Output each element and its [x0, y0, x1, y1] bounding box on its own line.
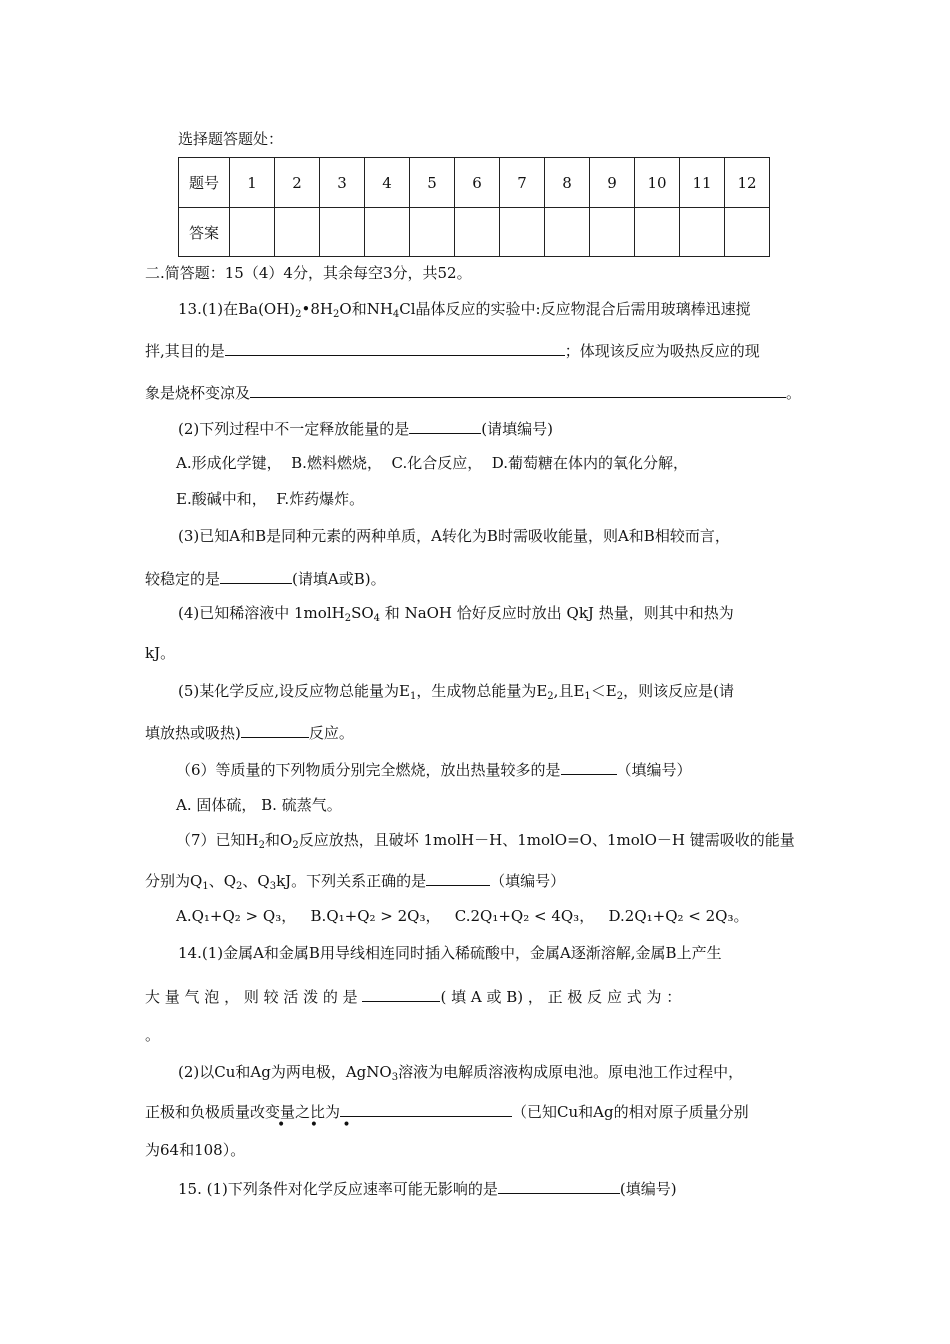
q13-part7-options: A.Q₁+Q₂ > Q₃， B.Q₁+Q₂ > 2Q₃， C.2Q₁+Q₂ < 4Q₃， D.2Q₁+Q₂ < 2Q₃。 [176, 907, 749, 925]
question-number-cell: 2 [275, 158, 320, 208]
answer-blank[interactable] [340, 1100, 512, 1117]
answer-area-label: 选择题答题处： [178, 130, 284, 148]
q14-part1-line3: 。 [145, 1026, 161, 1044]
answer-cell[interactable] [455, 208, 500, 257]
q13-part5-line2: 填放热或吸热) 反应。 [145, 721, 354, 743]
q14-part1-line1: 14.(1)金属A和金属B用导线相连同时插入稀硫酸中，金属A逐渐溶解,金属B上产生 [178, 944, 722, 962]
q13-part1-line3: 象是烧杯变凉及 。 [145, 381, 801, 403]
q14-part2-line2: 正极和负极质量改变量之比为 （已知Cu和Ag的相对原子质量分别 [145, 1100, 749, 1122]
answer-table-answer-row [179, 208, 770, 257]
q13-part6: （6）等质量的下列物质分别完全燃烧，放出热量较多的是 （填编号） [176, 758, 692, 780]
q13-part3-line1: (3)已知A和B是同种元素的两种单质，A转化为B时需吸收能量，则A和B相较而言， [178, 527, 730, 545]
question-number-cell: 7 [500, 158, 545, 208]
question-number-cell: 10 [635, 158, 680, 208]
answer-cell[interactable] [410, 208, 455, 257]
question-number-cell: 5 [410, 158, 455, 208]
q13-part2: (2)下列过程中不一定释放能量的是 (请填编号) [178, 417, 553, 439]
question-number-cell: 1 [230, 158, 275, 208]
answer-cell[interactable] [545, 208, 590, 257]
answer-cell[interactable] [725, 208, 770, 257]
question-number-cell: 9 [590, 158, 635, 208]
answer-blank[interactable] [220, 567, 292, 584]
q13-part4-line1: (4)已知稀溶液中 $1molH_2SO_4$ 和 NaOH 恰好反应时放出 QkJ 热量，则其中和热为 [178, 604, 734, 624]
q14-part2-line1: (2)以Cu和Ag为两电极，AgNO$_3$溶液为电解质溶液构成原电池。原电池工作过程中， [178, 1063, 744, 1083]
answer-table [178, 157, 770, 257]
q13-part1-line1: 13.(1)在$Ba(OH)_2•8H_2O$和$NH_4Cl$晶体反应的实验中:反应物混合后需用玻璃棒迅速搅 [178, 300, 751, 320]
answer-table-header-row [179, 158, 770, 208]
q13-part7-line1: （7）已知$H_2$和$O_2$反应放热，且破坏 1molH－H、1molO=O、1molO－H 键需吸收的能量 [176, 831, 795, 851]
emphasis-dots: • • • [277, 1117, 361, 1133]
answer-cell[interactable] [680, 208, 725, 257]
row-header-answer: 答案 [179, 208, 230, 257]
answer-cell[interactable] [230, 208, 275, 257]
answer-blank[interactable] [426, 869, 490, 886]
answer-blank[interactable] [561, 758, 617, 775]
answer-cell[interactable] [590, 208, 635, 257]
q13-part2-options-1: A.形成化学键， B.燃料燃烧， C.化合反应， D.葡萄糖在体内的氧化分解， [176, 454, 689, 472]
section-heading: 二.简答题：15（4）4分，其余每空3分，共52。 [145, 264, 472, 282]
question-number-cell: 8 [545, 158, 590, 208]
answer-blank[interactable] [225, 339, 565, 356]
q14-part2-line3: 为64和108）。 [145, 1141, 246, 1159]
answer-blank[interactable] [250, 381, 786, 398]
question-number-cell: 6 [455, 158, 500, 208]
q13-part3-line2: 较稳定的是 (请填A或B)。 [145, 567, 386, 589]
answer-blank[interactable] [498, 1177, 620, 1194]
question-number-cell: 3 [320, 158, 365, 208]
q13-part6-options: A. 固体硫， B. 硫蒸气。 [176, 796, 342, 814]
question-number-cell: 4 [365, 158, 410, 208]
q13-part5-line1: (5)某化学反应,设反应物总能量为$E_1$，生成物总能量为$E_2$,且$E_1<E_2$，则该反应是(请 [178, 682, 734, 702]
answer-cell[interactable] [500, 208, 545, 257]
q13-part4-line2: kJ。 [145, 644, 176, 662]
q14-part1-line2: 大 量 气 泡 ， 则 较 活 泼 的 是 ( 填 A 或 B) ， 正 极 反 应 式 为 ： [145, 985, 681, 1007]
question-number-cell: 11 [680, 158, 725, 208]
answer-blank[interactable] [241, 721, 309, 738]
answer-cell[interactable] [320, 208, 365, 257]
row-header-number: 题号 [179, 158, 230, 208]
q15-part1: 15. (1)下列条件对化学反应速率可能无影响的是 (填编号) [178, 1177, 677, 1199]
answer-blank[interactable] [409, 417, 481, 434]
answer-cell[interactable] [635, 208, 680, 257]
answer-cell[interactable] [365, 208, 410, 257]
q13-part7-line2: 分别为$Q_1$、$Q_2$、$Q_3kJ$。下列关系正确的是 （填编号） [145, 869, 565, 891]
answer-blank[interactable] [362, 985, 440, 1002]
q13-part2-options-2: E.酸碱中和， F.炸药爆炸。 [176, 490, 365, 508]
question-number-cell: 12 [725, 158, 770, 208]
q13-part1-line2: 拌,其目的是 ；体现该反应为吸热反应的现 [145, 339, 760, 361]
answer-cell[interactable] [275, 208, 320, 257]
